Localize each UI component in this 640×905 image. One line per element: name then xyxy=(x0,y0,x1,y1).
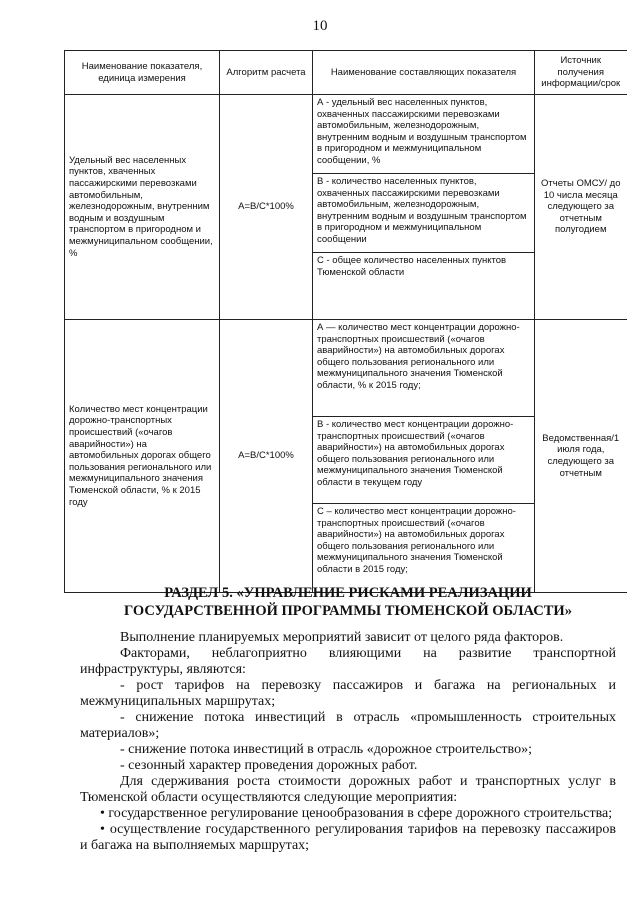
component-b: В - количество населенных пунктов, охваченных пассажирскими перевозками автомобильным, железнодорожным, внутренним водным и воздушным транспортом в пригородном и межмуниципальном сообщении xyxy=(313,174,534,253)
header-algorithm: Алгоритм расчета xyxy=(220,51,313,95)
algorithm-cell: А=В/С*100% xyxy=(220,95,313,320)
components-cell xyxy=(313,320,535,593)
component-c: С – количество мест концентрации дорожно-транспортных происшествий («очагов аварийности») на автомобильных дорогах общего пользования регионального или межмуниципального значения Тюменской области в 2015 году; xyxy=(317,506,516,575)
bullet-item: • осуществление государственного регулирования тарифов на перевозку пассажиров и багажа на выполняемых маршрутах; xyxy=(80,822,616,853)
section-title-line-2: ГОСУДАРСТВЕННОЙ ПРОГРАММЫ ТЮМЕНСКОЙ ОБЛАСТИ» xyxy=(124,603,572,619)
table-row xyxy=(65,95,627,320)
paragraph: Факторами, неблагоприятно влияющими на развитие транспортной инфраструктуры, являются: xyxy=(80,646,616,677)
component-b: В - количество мест концентрации дорожно-транспортных происшествий («очагов аварийности») на автомобильных дорогах общего пользования регионального или межмуниципального значения Тюменской области в текущем году xyxy=(313,417,534,504)
paragraph: Для сдерживания роста стоимости дорожных работ и транспортных услуг в Тюменской области осуществляются следующие мероприятия: xyxy=(80,774,616,805)
indicator-cell: Количество мест концентрации дорожно-транспортных происшествий («очагов аварийности») на автомобильных дорогах общего пользования регионального или межмуниципального значения Тюменской области, % к 2015 году xyxy=(65,320,220,593)
list-item: - рост тарифов на перевозку пассажиров и багажа на региональных и межмуниципальных маршрутах; xyxy=(80,678,616,709)
section-body xyxy=(80,630,616,854)
components-cell xyxy=(313,95,535,320)
list-item: - снижение потока инвестиций в отрасль «промышленность строительных материалов»; xyxy=(80,710,616,741)
section-title-line-1: РАЗДЕЛ 5. «УПРАВЛЕНИЕ РИСКАМИ РЕАЛИЗАЦИИ xyxy=(164,585,532,601)
list-item: - сезонный характер проведения дорожных работ. xyxy=(120,758,418,773)
table-row xyxy=(65,320,627,593)
algorithm-cell: А=В/С*100% xyxy=(220,320,313,593)
list-item: - снижение потока инвестиций в отрасль «дорожное строительство»; xyxy=(120,742,532,757)
bullet-item: • государственное регулирование ценообразования в сфере дорожного строительства; xyxy=(100,806,613,821)
indicators-table xyxy=(64,50,627,593)
header-components: Наименование составляющих показателя xyxy=(313,51,535,95)
component-a: А — количество мест концентрации дорожно-транспортных происшествий («очагов аварийности») на автомобильных дорогах общего пользования регионального или межмуниципального значения Тюменской области, % к 2015 году; xyxy=(313,320,534,417)
component-c: С - общее количество населенных пунктов Тюменской области xyxy=(317,255,507,278)
component-a: А - удельный вес населенных пунктов, охваченных пассажирскими перевозками автомобильным, железнодорожным, внутренним водным и воздушным транспортом в пригородном и межмуниципальном сообщении, % xyxy=(313,95,534,174)
table-header-row xyxy=(65,51,627,95)
source-cell: Отчеты ОМСУ/ до 10 числа месяца следующего за отчетным полугодием xyxy=(535,95,627,320)
source-cell: Ведомственная/1 июля года, следующего за отчетным xyxy=(535,320,627,593)
header-source: Источник получения информации/срок xyxy=(535,51,627,95)
section-title xyxy=(80,584,616,620)
paragraph: Выполнение планируемых мероприятий зависит от целого ряда факторов. xyxy=(120,630,564,645)
header-indicator: Наименование показателя, единица измерения xyxy=(65,51,220,95)
page-number: 10 xyxy=(312,18,328,34)
indicator-cell: Удельный вес населенных пунктов, хваченных пассажирскими перевозками автомобильным, железнодорожным, внутренним водным и воздушным транспортом в пригородном и межмуниципальном сообщении, % xyxy=(65,95,220,320)
